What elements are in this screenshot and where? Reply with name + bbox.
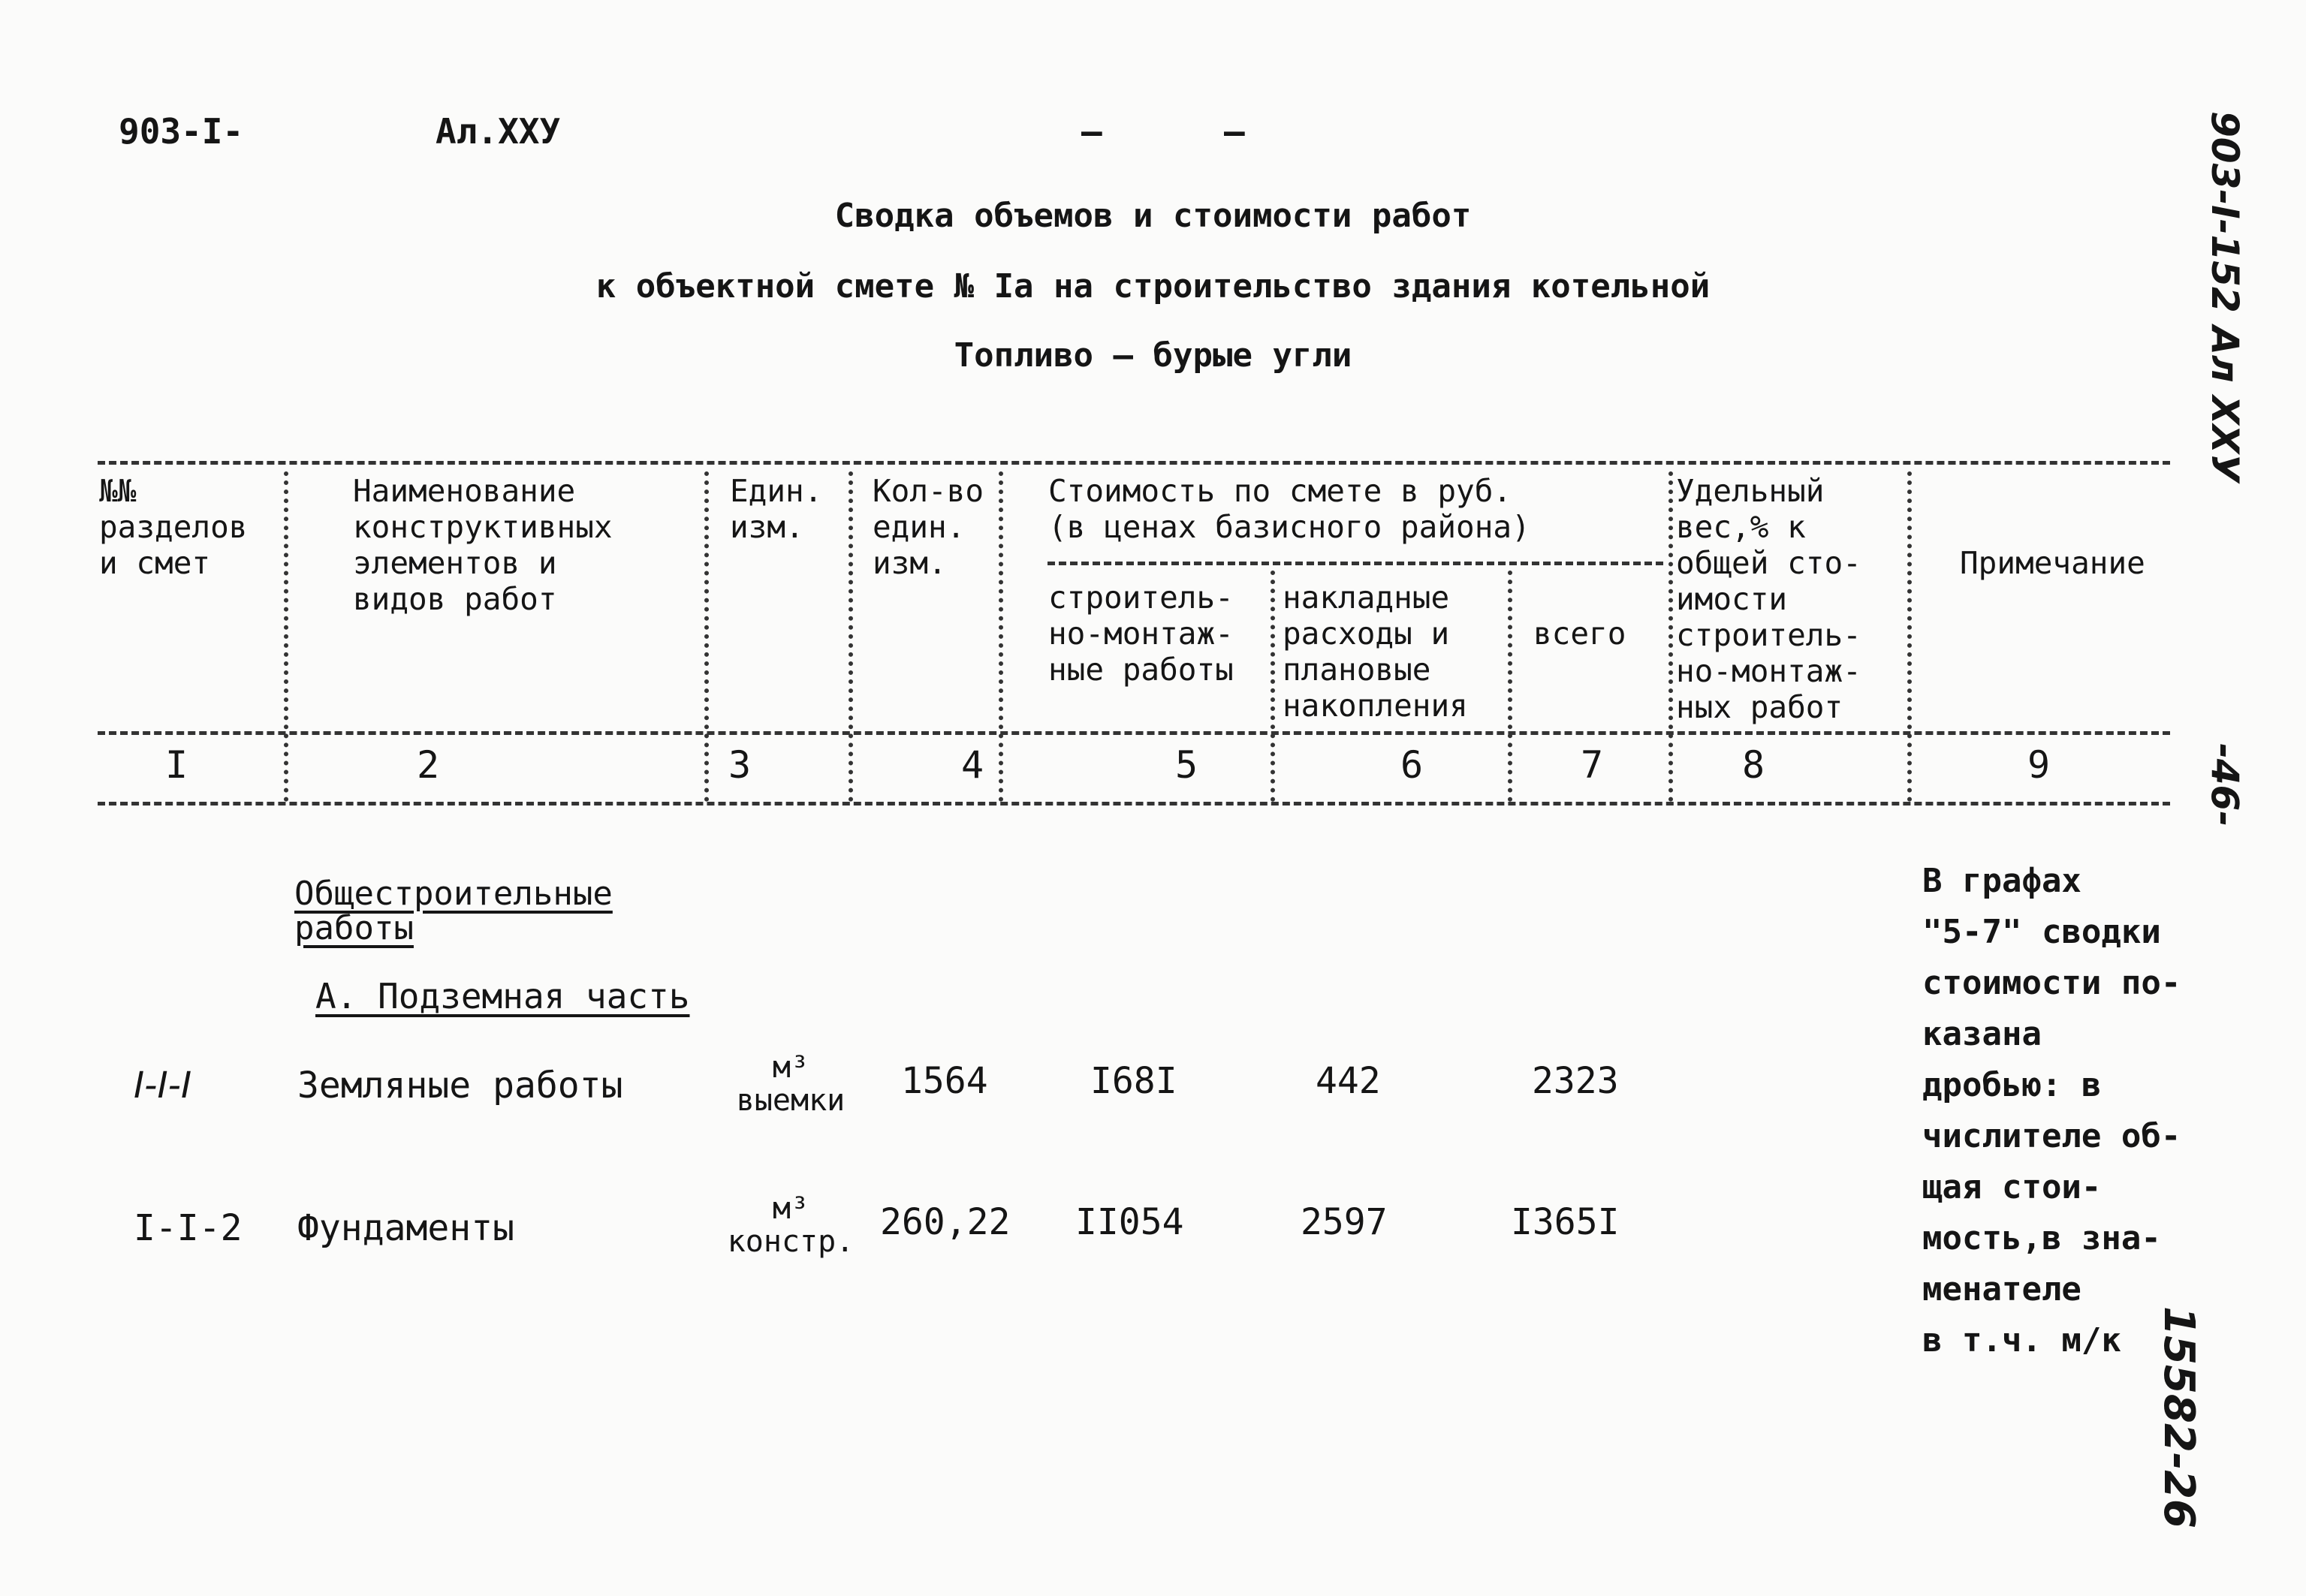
column-number: 2	[417, 743, 440, 787]
remark-note: В графах "5-7" сводки стоимости по- казана дробью: в числителе об- щая стои- мость,в зна- менателе в т.ч. м/к	[1922, 862, 2181, 1360]
group-divider-rule	[1047, 562, 1663, 565]
header-total: всего	[1533, 616, 1626, 652]
header-unit: Един. изм.	[730, 473, 823, 545]
header-construction-works: строитель- но-монтаж- ные работы	[1048, 580, 1234, 688]
row-overhead: 442	[1316, 1060, 1381, 1102]
header-bottom-rule	[98, 731, 2170, 735]
column-separator	[704, 471, 709, 802]
inventory-number: 15582-26	[2154, 1306, 2203, 1528]
title-line: Сводка объемов и стоимости работ	[834, 197, 1472, 235]
header-overhead: накладные расходы и плановые накопления	[1283, 580, 1468, 724]
row-quantity: 1564	[901, 1060, 988, 1102]
subsection-title: А. Подземная часть	[315, 976, 690, 1016]
column-separator	[999, 471, 1003, 802]
column-number: 9	[2027, 743, 2051, 787]
row-code: I-I-I	[134, 1065, 192, 1107]
header-cost-group: Стоимость по смете в руб. (в ценах базисного района)	[1048, 473, 1530, 545]
column-number: 6	[1400, 743, 1424, 787]
row-construction-cost: I68I	[1090, 1060, 1177, 1102]
section-title: Общестроительные работы	[294, 875, 613, 947]
top-mark: –	[1081, 111, 1102, 152]
row-total: 2323	[1532, 1060, 1619, 1102]
column-separator	[284, 471, 288, 802]
row-construction-cost: II054	[1075, 1201, 1184, 1243]
column-separator	[1668, 471, 1673, 802]
header-share-percent: Удельный вес,% к общей сто- имости строитель- но-монтаж- ных работ	[1676, 473, 1861, 725]
page-marker: -46-	[2203, 743, 2247, 827]
column-number: 7	[1581, 743, 1604, 787]
row-overhead: 2597	[1301, 1201, 1388, 1243]
column-number: 5	[1175, 743, 1198, 787]
header-remark: Примечание	[1960, 545, 2145, 581]
column-number: 8	[1742, 743, 1765, 787]
row-quantity: 260,22	[880, 1201, 1011, 1243]
row-total: I365I	[1511, 1201, 1620, 1243]
side-stamp: 903-I-152 Ал XXУ	[2203, 111, 2247, 483]
table-top-rule	[98, 461, 2170, 465]
column-separator	[849, 471, 853, 802]
header-section-number: №№ разделов и смет	[99, 473, 248, 581]
row-name: Фундаменты	[297, 1207, 514, 1249]
column-number: I	[165, 743, 188, 787]
column-separator	[1508, 571, 1512, 802]
column-separator	[1271, 571, 1275, 802]
row-unit: м³ выемки	[736, 1050, 846, 1118]
top-mark: –	[1224, 111, 1245, 152]
album-number: Ал.XXУ	[436, 111, 561, 152]
column-number: 4	[961, 743, 984, 787]
header-element-name: Наименование конструктивных элементов и видов работ	[353, 473, 613, 617]
row-name: Земляные работы	[297, 1065, 623, 1107]
document-code: 903-I-	[119, 111, 244, 152]
column-separator	[1907, 471, 1912, 802]
header-quantity: Кол-во един. изм.	[873, 473, 984, 581]
column-number: 3	[728, 743, 752, 787]
number-row-rule	[98, 802, 2170, 806]
row-code: I-I-2	[134, 1207, 243, 1249]
title-line: Топливо – бурые угли	[954, 336, 1352, 375]
title-line: к объектной смете № Iа на строительство здания котельной	[595, 267, 1711, 306]
row-unit: м³ констр.	[727, 1191, 855, 1259]
